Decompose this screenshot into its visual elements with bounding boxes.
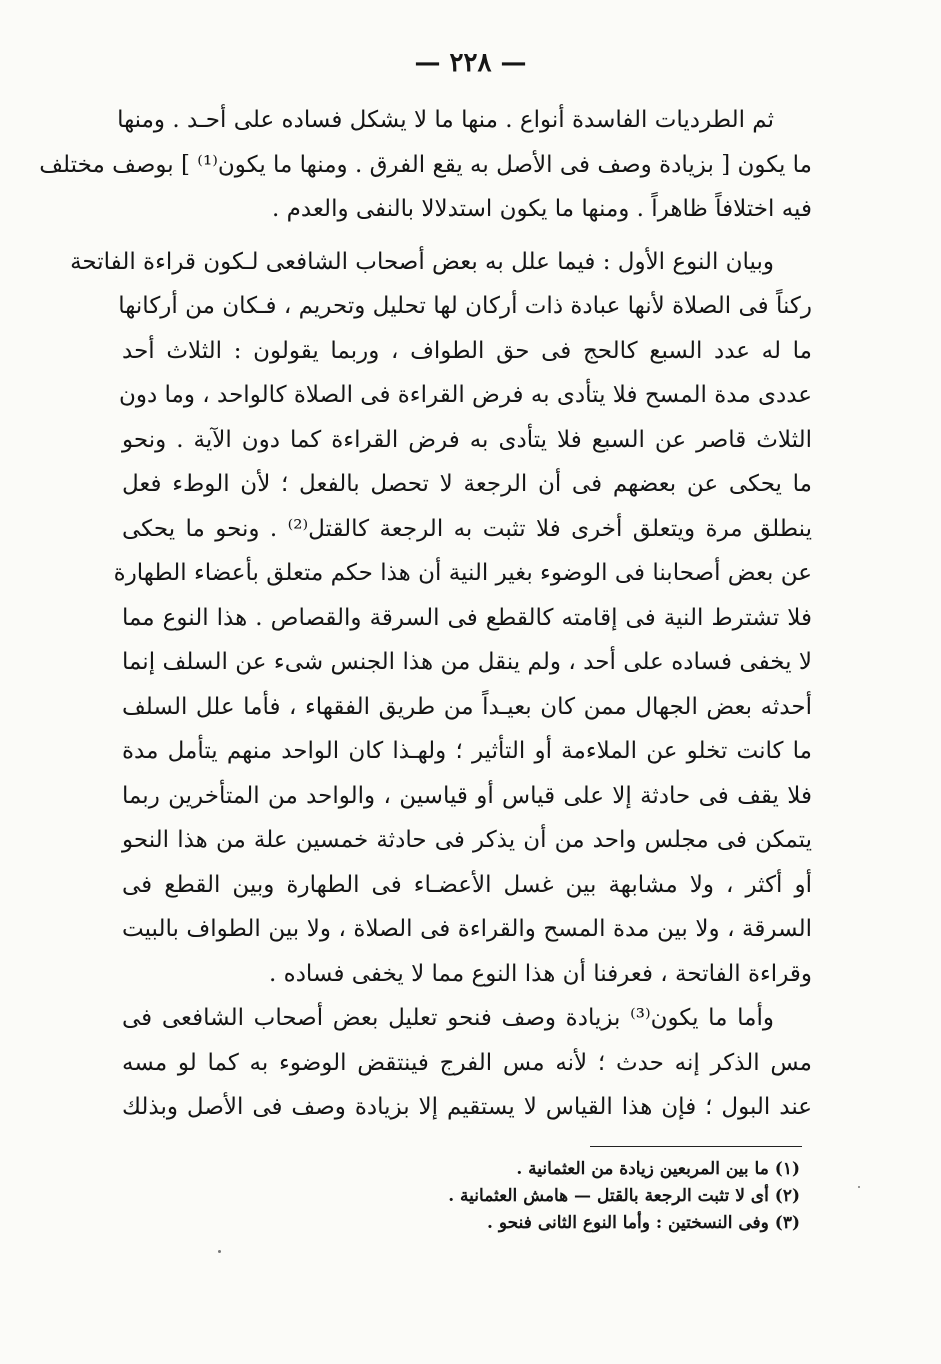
text-line: فيه اختلافاً ظاهراً . ومنها ما يكون استدلالا بالنفى والعدم . bbox=[272, 196, 812, 222]
footnote-divider bbox=[590, 1146, 802, 1147]
main-text bbox=[39, 98, 812, 1130]
text-line: لا يخفى فساده على أحد ، ولم ينقل من هذا الجنس شىء عن السلف إنما bbox=[122, 649, 812, 675]
paragraph-3 bbox=[122, 996, 812, 1130]
text-line: ثم الطرديات الفاسدة أنواع . منها ما لا يشكل فساده على أحـد . ومنها bbox=[117, 107, 774, 133]
text-line: السرقة ، ولا بين مدة المسح والقراءة فى الصلاة ، ولا بين الطواف بالبيت bbox=[122, 916, 812, 942]
scan-speck bbox=[218, 1250, 221, 1253]
text-line: ما يكون [ بزيادة وصف فى الأصل به يقع الفرق . ومنها ما يكون⁽¹⁾ ] بوصف مختلف bbox=[39, 151, 812, 178]
text-line: أو أكثر ، ولا مشابهة بين غسل الأعضـاء فى الطهارة وبين القطع فى bbox=[122, 871, 812, 898]
footnote-3: (٣) وفى النسختين : وأما النوع الثانى فنحو . bbox=[487, 1213, 800, 1233]
text-line: وبيان النوع الأول : فيما علل به بعض أصحاب الشافعى لـكون قراءة الفاتحة bbox=[70, 248, 774, 275]
text-line: عند البول ؛ فإن هذا القياس لا يستقيم إلا بزيادة وصف فى الأصل وبذلك bbox=[122, 1094, 812, 1120]
text-line: الثلاث قاصر عن السبع فلا يتأدى به فرض القراءة كما دون الآية . ونحو bbox=[122, 426, 812, 453]
text-line: ما له عدد السبع كالحج فى حق الطواف ، وربما يقولون : الثلاث أحد bbox=[122, 337, 812, 364]
text-line: وقراءة الفاتحة ، فعرفنا أن هذا النوع مما لا يخفى فساده . bbox=[269, 960, 812, 987]
text-line: عددى مدة المسح فلا يتأدى به فرض القراءة فى الصلاة كالواحد ، وما دون bbox=[118, 382, 812, 408]
text-line: يتمكن فى مجلس واحد من أن يذكر فى حادثة خمسين علة من هذا النحو bbox=[122, 827, 812, 853]
paragraph-1 bbox=[39, 98, 812, 232]
footnote-2: (٢) أى لا تثبت الرجعة بالقتل — هامش العثمانية . bbox=[448, 1186, 800, 1206]
text-line: عن بعض أصحابنا فى الوضوء بغير النية أن هذا حكم متعلق بأعضاء الطهارة bbox=[113, 560, 812, 586]
text-line: أحدثه بعض الجهال ممن كان بعيـداً من طريق الفقهاء ، فأما علل السلف bbox=[122, 693, 812, 720]
text-line: فلا تشترط النية فى إقامته كالقطع فى السرقة والقصاص . هذا النوع مما bbox=[122, 604, 812, 631]
scan-speck bbox=[858, 1186, 860, 1188]
text-line: فلا يقف فى حادثة إلا على قياس أو قياسين ، والواحد من المتأخرين ربما bbox=[122, 782, 812, 809]
text-line: ما كانت تخلو عن الملاءمة أو التأثير ؛ ولهـذا كان الواحد منهم يتأمل مدة bbox=[122, 738, 812, 764]
text-line: ما يحكى عن بعضهم فى أن الرجعة لا تحصل بالفعل ؛ لأن الوطء فعل bbox=[122, 471, 812, 497]
footnote-1: (١) ما بين المربعين زيادة من العثمانية . bbox=[516, 1159, 800, 1179]
text-line: مس الذكر إنه حدث ؛ لأنه مس الفرج فينتقض الوضوء به كما لو مسه bbox=[122, 1049, 812, 1076]
paragraph-2 bbox=[70, 240, 812, 997]
text-line: ركناً فى الصلاة لأنها عبادة ذات أركان لها تحليل وتحريم ، فـكان من أركانها bbox=[118, 293, 812, 319]
page-number: — ٢٢٨ — bbox=[414, 48, 527, 78]
text-line: ينطلق مرة ويتعلق أخرى فلا تثبت به الرجعة كالقتل⁽²⁾ . ونحو ما يحكى bbox=[122, 515, 812, 542]
text-line: وأما ما يكون⁽³⁾ بزيادة وصف فنحو تعليل بعض أصحاب الشافعى فى bbox=[122, 1005, 774, 1031]
footnotes bbox=[300, 1156, 800, 1237]
